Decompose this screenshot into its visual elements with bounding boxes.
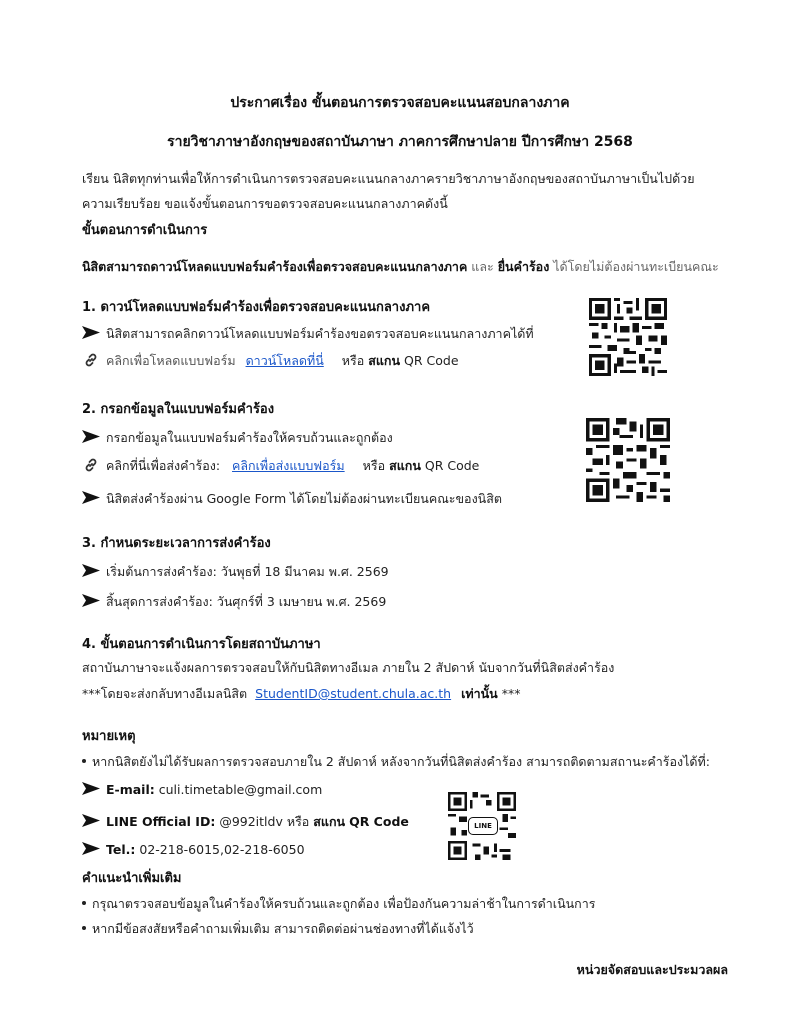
step3-end-text: สิ้นสุดการส่งคำร้อง: วันศุกร์ที่ 3 เมษายน พ.ศ. 2569 xyxy=(106,594,387,609)
email-value[interactable]: culi.timetable@gmail.com xyxy=(158,782,323,797)
note-heading: หมายเหตุ xyxy=(82,729,136,744)
intro-line-1: เรียน นิสิตทุกท่านเพื่อให้การดำเนินการตรวจสอบคะแนนกลางภาครายวิชาภาษาอังกฤษของสถาบันภาษาเป็นไปด้วย xyxy=(82,171,695,186)
arrow-right-icon xyxy=(82,814,100,827)
step2-bullet-2-text: นิสิตส่งคำร้องผ่าน Google Form ได้โดยไม่ต้องผ่านทะเบียนคณะของนิสิต xyxy=(106,491,502,506)
line-value: @992itldv หรือ xyxy=(219,814,310,829)
bullet-icon xyxy=(82,759,86,763)
page-title: ประกาศเรื่อง ขั้นตอนการตรวจสอบคะแนนสอบกลางภาค xyxy=(230,95,570,111)
contact-email xyxy=(82,782,322,797)
bullet-icon xyxy=(82,926,86,930)
arrow-right-icon xyxy=(82,594,100,607)
line-scan: สแกน xyxy=(313,814,346,829)
procedure-heading: ขั้นตอนการดำเนินการ xyxy=(82,223,208,238)
step4-line-2 xyxy=(82,684,520,704)
contact-tel xyxy=(82,842,305,857)
advice-item-1-text: กรุณาตรวจสอบข้อมูลในคำร้องให้ครบถ้วนและถูกต้อง เพื่อป้องกันความล่าช้าในการดำเนินการ xyxy=(92,896,596,911)
advice-item-2 xyxy=(82,919,474,939)
step4-heading: 4. ขั้นตอนการดำเนินการโดยสถาบันภาษา xyxy=(82,637,321,652)
summary-part-1: นิสิตสามารถดาวน์โหลดแบบฟอร์มคำร้องเพื่อตรวจสอบคะแนนกลางภาค xyxy=(82,259,468,274)
step2-link-prefix: คลิกที่นี่เพื่อส่งคำร้อง: xyxy=(106,458,221,473)
footer-signature: หน่วยจัดสอบและประมวลผล xyxy=(576,962,728,977)
bullet-icon xyxy=(82,901,86,905)
step2-heading: 2. กรอกข้อมูลในแบบฟอร์มคำร้อง xyxy=(82,402,275,417)
note-line-text: หากนิสิตยังไม่ได้รับผลการตรวจสอบภายใน 2 สัปดาห์ หลังจากวันที่นิสิตส่งคำร้อง สามารถติดตามสถานะคำร้องได้ที่: xyxy=(92,754,710,769)
note-line xyxy=(82,752,710,772)
qr-code-icon[interactable] xyxy=(589,298,667,376)
arrow-right-icon xyxy=(82,782,100,795)
step4-only: เท่านั้น xyxy=(461,686,498,701)
summary-line xyxy=(82,257,719,277)
arrow-right-icon xyxy=(82,430,100,443)
step2-submit-link[interactable]: คลิกเพื่อส่งแบบฟอร์ม xyxy=(232,458,345,473)
step1-link-prefix: คลิกเพื่อโหลดแบบฟอร์ม xyxy=(106,353,236,368)
step1-bullet-text: นิสิตสามารถคลิกดาวน์โหลดแบบฟอร์มคำร้องขอตรวจสอบคะแนนกลางภาคได้ที่ xyxy=(106,326,534,341)
arrow-right-icon xyxy=(82,326,100,339)
advice-item-2-text: หากมีข้อสงสัยหรือคำถามเพิ่มเติม สามารถติดต่อผ่านช่องทางที่ได้แจ้งไว้ xyxy=(92,921,474,936)
advice-item-1 xyxy=(82,894,595,914)
summary-part-3: ยื่นคำร้อง xyxy=(497,259,550,274)
intro-line-2: ความเรียบร้อย ขอแจ้งขั้นตอนการขอตรวจสอบคะแนนกลางภาคดังนี้ xyxy=(82,196,448,211)
tel-value: 02-218-6015,02-218-6050 xyxy=(139,842,305,857)
step4-line-2-prefix: ***โดยจะส่งกลับทางอีเมลนิสิต xyxy=(82,686,248,701)
tel-label: Tel.: xyxy=(106,842,136,857)
step2-link-line xyxy=(84,456,479,476)
summary-part-4: ได้โดยไม่ต้องผ่านทะเบียนคณะ xyxy=(549,259,719,274)
step3-heading: 3. กำหนดระยะเวลาการส่งคำร้อง xyxy=(82,536,271,551)
link-chain-icon xyxy=(84,353,98,367)
step2-qr-text: QR Code xyxy=(424,458,480,473)
step1-heading: 1. ดาวน์โหลดแบบฟอร์มคำร้องเพื่อตรวจสอบคะแนนกลางภาค xyxy=(82,300,431,315)
line-logo-badge: LINE xyxy=(468,817,498,835)
step1-scan: สแกน xyxy=(368,353,401,368)
arrow-right-icon xyxy=(82,491,100,504)
summary-part-2: และ xyxy=(467,259,498,274)
email-label: E-mail: xyxy=(106,782,155,797)
page-subtitle: รายวิชาภาษาอังกฤษของสถาบันภาษา ภาคการศึกษาปลาย ปีการศึกษา 2568 xyxy=(167,134,633,150)
step1-download-link[interactable]: ดาวน์โหลดที่นี่ xyxy=(245,353,324,368)
step1-qr-text: QR Code xyxy=(404,353,459,368)
step4-line-1: สถาบันภาษาจะแจ้งผลการตรวจสอบให้กับนิสิตทางอีเมล ภายใน 2 สัปดาห์ นับจากวันที่นิสิตส่งคำร้อง xyxy=(82,660,615,675)
step2-scan: สแกน xyxy=(389,458,421,473)
step1-link-line xyxy=(84,351,459,371)
arrow-right-icon xyxy=(82,842,100,855)
link-chain-icon xyxy=(84,458,98,472)
arrow-right-icon xyxy=(82,564,100,577)
line-qr-code[interactable] xyxy=(448,792,516,860)
step2-or: หรือ xyxy=(362,458,386,473)
step3-start-text: เริ่มต้นการส่งคำร้อง: วันพุธที่ 18 มีนาคม พ.ศ. 2569 xyxy=(106,564,389,579)
step1-or: หรือ xyxy=(341,353,365,368)
step2-bullet-2 xyxy=(82,489,502,509)
line-qr-text: QR Code xyxy=(349,814,409,829)
step2-bullet-1 xyxy=(82,428,393,448)
student-email-link[interactable]: StudentID@student.chula.ac.th xyxy=(255,686,452,701)
advice-heading: คำแนะนำเพิ่มเติม xyxy=(82,871,182,886)
contact-line xyxy=(82,812,409,832)
line-label: LINE Official ID: xyxy=(106,814,216,829)
step3-end xyxy=(82,592,386,612)
qr-code-icon[interactable] xyxy=(586,418,670,502)
step1-bullet xyxy=(82,324,534,344)
step2-bullet-1-text: กรอกข้อมูลในแบบฟอร์มคำร้องให้ครบถ้วนและถูกต้อง xyxy=(106,430,393,445)
step4-line-2-end: *** xyxy=(501,686,521,701)
step3-start xyxy=(82,562,389,582)
